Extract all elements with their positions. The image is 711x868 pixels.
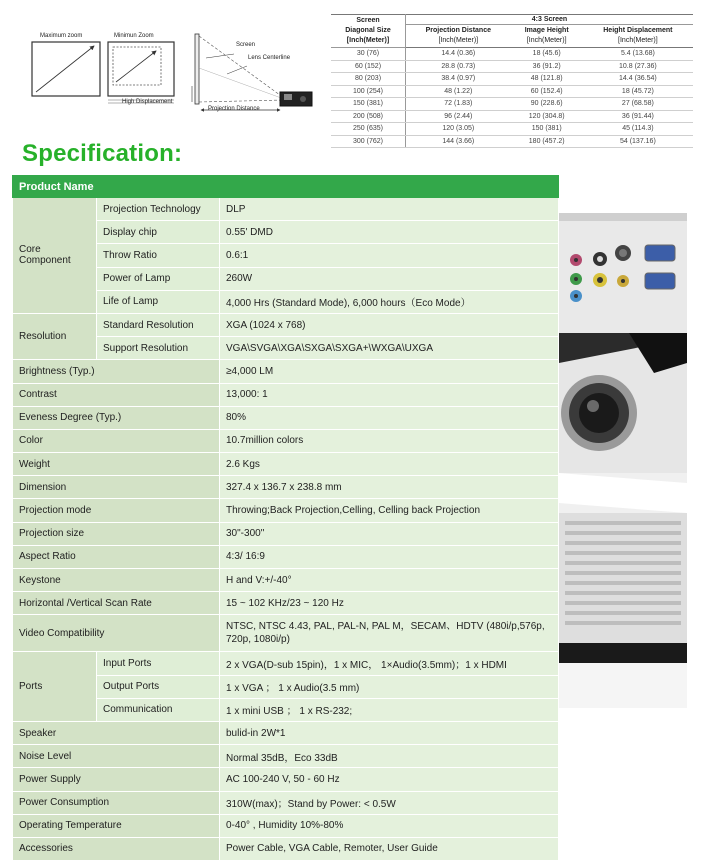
projection-cell: 200 (508) bbox=[331, 110, 406, 123]
spec-label: Brightness (Typ.) bbox=[13, 360, 220, 383]
spec-value: 1 x VGA ； 1 x Audio(3.5 mm) bbox=[220, 675, 559, 698]
projection-cell: 28.8 (0.73) bbox=[406, 60, 511, 73]
image-height-unit: [Inch(Meter)] bbox=[526, 37, 567, 44]
high-displacement-label: High Displacement bbox=[122, 99, 173, 105]
spec-label: Noise Level bbox=[13, 745, 220, 768]
product-name-header: Product Name bbox=[13, 176, 559, 198]
spec-row bbox=[13, 429, 559, 452]
projection-cell: 5.4 (13.68) bbox=[583, 48, 693, 61]
projection-cell: 150 (381) bbox=[331, 98, 406, 111]
projection-row bbox=[331, 60, 693, 73]
spec-value: 0.55' DMD bbox=[220, 221, 559, 244]
spec-value: Power Cable, VGA Cable, Remoter, User Guide bbox=[220, 837, 559, 860]
spec-value: VGA\SVGA\XGA\SXGA\SXGA+\WXGA\UXGA bbox=[220, 337, 559, 360]
spec-row bbox=[13, 360, 559, 383]
spec-row bbox=[13, 499, 559, 522]
projection-diagram bbox=[22, 28, 322, 120]
projection-cell: 180 (457.2) bbox=[511, 135, 583, 148]
specification-title: Specification: bbox=[22, 140, 183, 167]
spec-value: 4,000 Hrs (Standard Mode), 6,000 hours（Eco Mode） bbox=[220, 290, 559, 313]
spec-row bbox=[13, 476, 559, 499]
image-height-header bbox=[511, 25, 583, 48]
spec-row bbox=[13, 814, 559, 837]
spec-value: AC 100-240 V, 50 - 60 Hz bbox=[220, 768, 559, 791]
screen-label: Screen bbox=[236, 42, 256, 48]
projection-cell: 10.8 (27.36) bbox=[583, 60, 693, 73]
spec-label: Accessories bbox=[13, 837, 220, 860]
projection-row bbox=[331, 98, 693, 111]
ports-label: Ports bbox=[13, 652, 97, 722]
projection-cell: 36 (91.2) bbox=[511, 60, 583, 73]
spec-value: bulid-in 2W*1 bbox=[220, 721, 559, 744]
spec-label: Power Consumption bbox=[13, 791, 220, 814]
spec-sub-label: Input Ports bbox=[97, 652, 220, 675]
spec-value: 1 x mini USB ； 1 x RS-232; bbox=[220, 698, 559, 721]
projection-cell: 150 (381) bbox=[511, 123, 583, 136]
screen-group-header: 4:3 Screen bbox=[406, 15, 694, 25]
projection-cell: 72 (1.83) bbox=[406, 98, 511, 111]
spec-value: ≥4,000 LM bbox=[220, 360, 559, 383]
projection-cell: 144 (3.66) bbox=[406, 135, 511, 148]
projection-cell: 18 (45.72) bbox=[583, 85, 693, 98]
spec-sub-label: Power of Lamp bbox=[97, 267, 220, 290]
projection-row bbox=[331, 73, 693, 86]
spec-label: Keystone bbox=[13, 569, 220, 592]
spec-value: 30"-300" bbox=[220, 522, 559, 545]
spec-sub-label: Standard Resolution bbox=[97, 313, 220, 336]
projection-diagram-drawing bbox=[22, 28, 322, 120]
image-height-col-label: Image Height bbox=[524, 27, 569, 34]
spec-label: Color bbox=[13, 429, 220, 452]
projection-cell: 18 (45.6) bbox=[511, 48, 583, 61]
spec-row bbox=[13, 592, 559, 615]
projection-cell: 60 (152) bbox=[331, 60, 406, 73]
spec-value: 15 ~ 102 KHz/23 ~ 120 Hz bbox=[220, 592, 559, 615]
projector-photo bbox=[559, 213, 687, 708]
projection-cell: 54 (137.16) bbox=[583, 135, 693, 148]
diagonal-size-header bbox=[331, 15, 406, 48]
projection-cell: 120 (3.05) bbox=[406, 123, 511, 136]
spec-sub-label: Communication bbox=[97, 698, 220, 721]
spec-sub-label: Output Ports bbox=[97, 675, 220, 698]
spec-row bbox=[13, 453, 559, 476]
spec-value: XGA (1024 x 768) bbox=[220, 313, 559, 336]
spec-value: H and V:+/-40° bbox=[220, 569, 559, 592]
projection-cell: 120 (304.8) bbox=[511, 110, 583, 123]
spec-row bbox=[13, 406, 559, 429]
spec-sub-label: Life of Lamp bbox=[97, 290, 220, 313]
spec-value: 310W(max)；Stand by Power: < 0.5W bbox=[220, 791, 559, 814]
projection-cell: 14.4 (0.36) bbox=[406, 48, 511, 61]
spec-sub-label: Projection Technology bbox=[97, 198, 220, 221]
projection-distance-label: Projection Distance bbox=[208, 106, 260, 112]
spec-value: NTSC, NTSC 4.43, PAL, PAL-N, PAL M，SECAM、HDTV (480i/p,576p, 720p, 1080i/p) bbox=[220, 615, 559, 652]
specification-table bbox=[12, 175, 559, 861]
projection-cell: 14.4 (36.54) bbox=[583, 73, 693, 86]
lens-centerline-label: Lens Centerline bbox=[248, 55, 291, 61]
projection-cell: 90 (228.6) bbox=[511, 98, 583, 111]
diagonal-size-unit: [Inch(Meter)] bbox=[346, 37, 390, 44]
core-component-label: Core Component bbox=[13, 198, 97, 314]
product-name-header-row bbox=[13, 176, 559, 198]
spec-value: Throwing;Back Projection,Celling, Celling back Projection bbox=[220, 499, 559, 522]
spec-row bbox=[13, 652, 559, 675]
spec-value: 4:3/ 16:9 bbox=[220, 545, 559, 568]
spec-sub-label: Throw Ratio bbox=[97, 244, 220, 267]
minimum-zoom-label: Minimun Zoom bbox=[114, 33, 154, 39]
spec-value: DLP bbox=[220, 198, 559, 221]
projection-cell: 36 (91.44) bbox=[583, 110, 693, 123]
spec-value: 327.4 x 136.7 x 238.8 mm bbox=[220, 476, 559, 499]
spec-label: Speaker bbox=[13, 721, 220, 744]
spec-row bbox=[13, 569, 559, 592]
projection-cell: 30 (76) bbox=[331, 48, 406, 61]
projection-cell: 300 (762) bbox=[331, 135, 406, 148]
spec-row bbox=[13, 545, 559, 568]
spec-row bbox=[13, 837, 559, 860]
projection-row bbox=[331, 135, 693, 148]
projection-row bbox=[331, 110, 693, 123]
projector-photo-drawing bbox=[559, 213, 687, 708]
spec-value: 260W bbox=[220, 267, 559, 290]
projection-cell: 100 (254) bbox=[331, 85, 406, 98]
spec-label: Operating Temperature bbox=[13, 814, 220, 837]
projection-cell: 96 (2.44) bbox=[406, 110, 511, 123]
diagonal-size-label: Diagonal Size bbox=[345, 27, 391, 34]
spec-value: Normal 35dB，Eco 33dB bbox=[220, 745, 559, 768]
projection-distance-table bbox=[331, 14, 693, 148]
spec-value: 0.6:1 bbox=[220, 244, 559, 267]
spec-label: Weight bbox=[13, 453, 220, 476]
projection-row bbox=[331, 123, 693, 136]
spec-value: 80% bbox=[220, 406, 559, 429]
projection-row bbox=[331, 48, 693, 61]
projection-distance-unit: [Inch(Meter)] bbox=[438, 37, 479, 44]
spec-label: Power Supply bbox=[13, 768, 220, 791]
projection-distance-header bbox=[406, 25, 511, 48]
spec-row bbox=[13, 721, 559, 744]
spec-value: 2 x VGA(D-sub 15pin)，1 x MIC， 1×Audio(3.5mm)；1 x HDMI bbox=[220, 652, 559, 675]
projection-cell: 48 (121.8) bbox=[511, 73, 583, 86]
resolution-label: Resolution bbox=[13, 313, 97, 359]
spec-row bbox=[13, 615, 559, 652]
height-displacement-header bbox=[583, 25, 693, 48]
spec-value: 2.6 Kgs bbox=[220, 453, 559, 476]
height-displacement-unit: [Inch(Meter)] bbox=[618, 37, 658, 44]
spec-label: Projection size bbox=[13, 522, 220, 545]
spec-label: Dimension bbox=[13, 476, 220, 499]
height-displacement-col-label: Height Displacement bbox=[603, 27, 673, 34]
spec-row bbox=[13, 791, 559, 814]
maximum-zoom-label: Maximum zoom bbox=[40, 33, 83, 39]
spec-row bbox=[13, 198, 559, 221]
spec-sub-label: Support Resolution bbox=[97, 337, 220, 360]
spec-row bbox=[13, 522, 559, 545]
spec-value: 0-40° , Humidity 10%-80% bbox=[220, 814, 559, 837]
projection-cell: 250 (635) bbox=[331, 123, 406, 136]
spec-sub-label: Display chip bbox=[97, 221, 220, 244]
projection-distance-col-label: Projection Distance bbox=[425, 27, 491, 34]
spec-label: Video Compatibility bbox=[13, 615, 220, 652]
spec-row bbox=[13, 313, 559, 336]
spec-label: Horizontal /Vertical Scan Rate bbox=[13, 592, 220, 615]
spec-value: 10.7million colors bbox=[220, 429, 559, 452]
projection-cell: 38.4 (0.97) bbox=[406, 73, 511, 86]
projection-cell: 45 (114.3) bbox=[583, 123, 693, 136]
spec-row bbox=[13, 383, 559, 406]
projection-cell: 27 (68.58) bbox=[583, 98, 693, 111]
projection-cell: 80 (203) bbox=[331, 73, 406, 86]
spec-value: 13,000: 1 bbox=[220, 383, 559, 406]
projection-cell: 60 (152.4) bbox=[511, 85, 583, 98]
spec-label: Eveness Degree (Typ.) bbox=[13, 406, 220, 429]
spec-label: Aspect Ratio bbox=[13, 545, 220, 568]
spec-row bbox=[13, 768, 559, 791]
projection-row bbox=[331, 85, 693, 98]
screen-col-label: Screen bbox=[356, 17, 380, 24]
spec-label: Projection mode bbox=[13, 499, 220, 522]
projection-cell: 48 (1.22) bbox=[406, 85, 511, 98]
spec-label: Contrast bbox=[13, 383, 220, 406]
spec-row bbox=[13, 745, 559, 768]
